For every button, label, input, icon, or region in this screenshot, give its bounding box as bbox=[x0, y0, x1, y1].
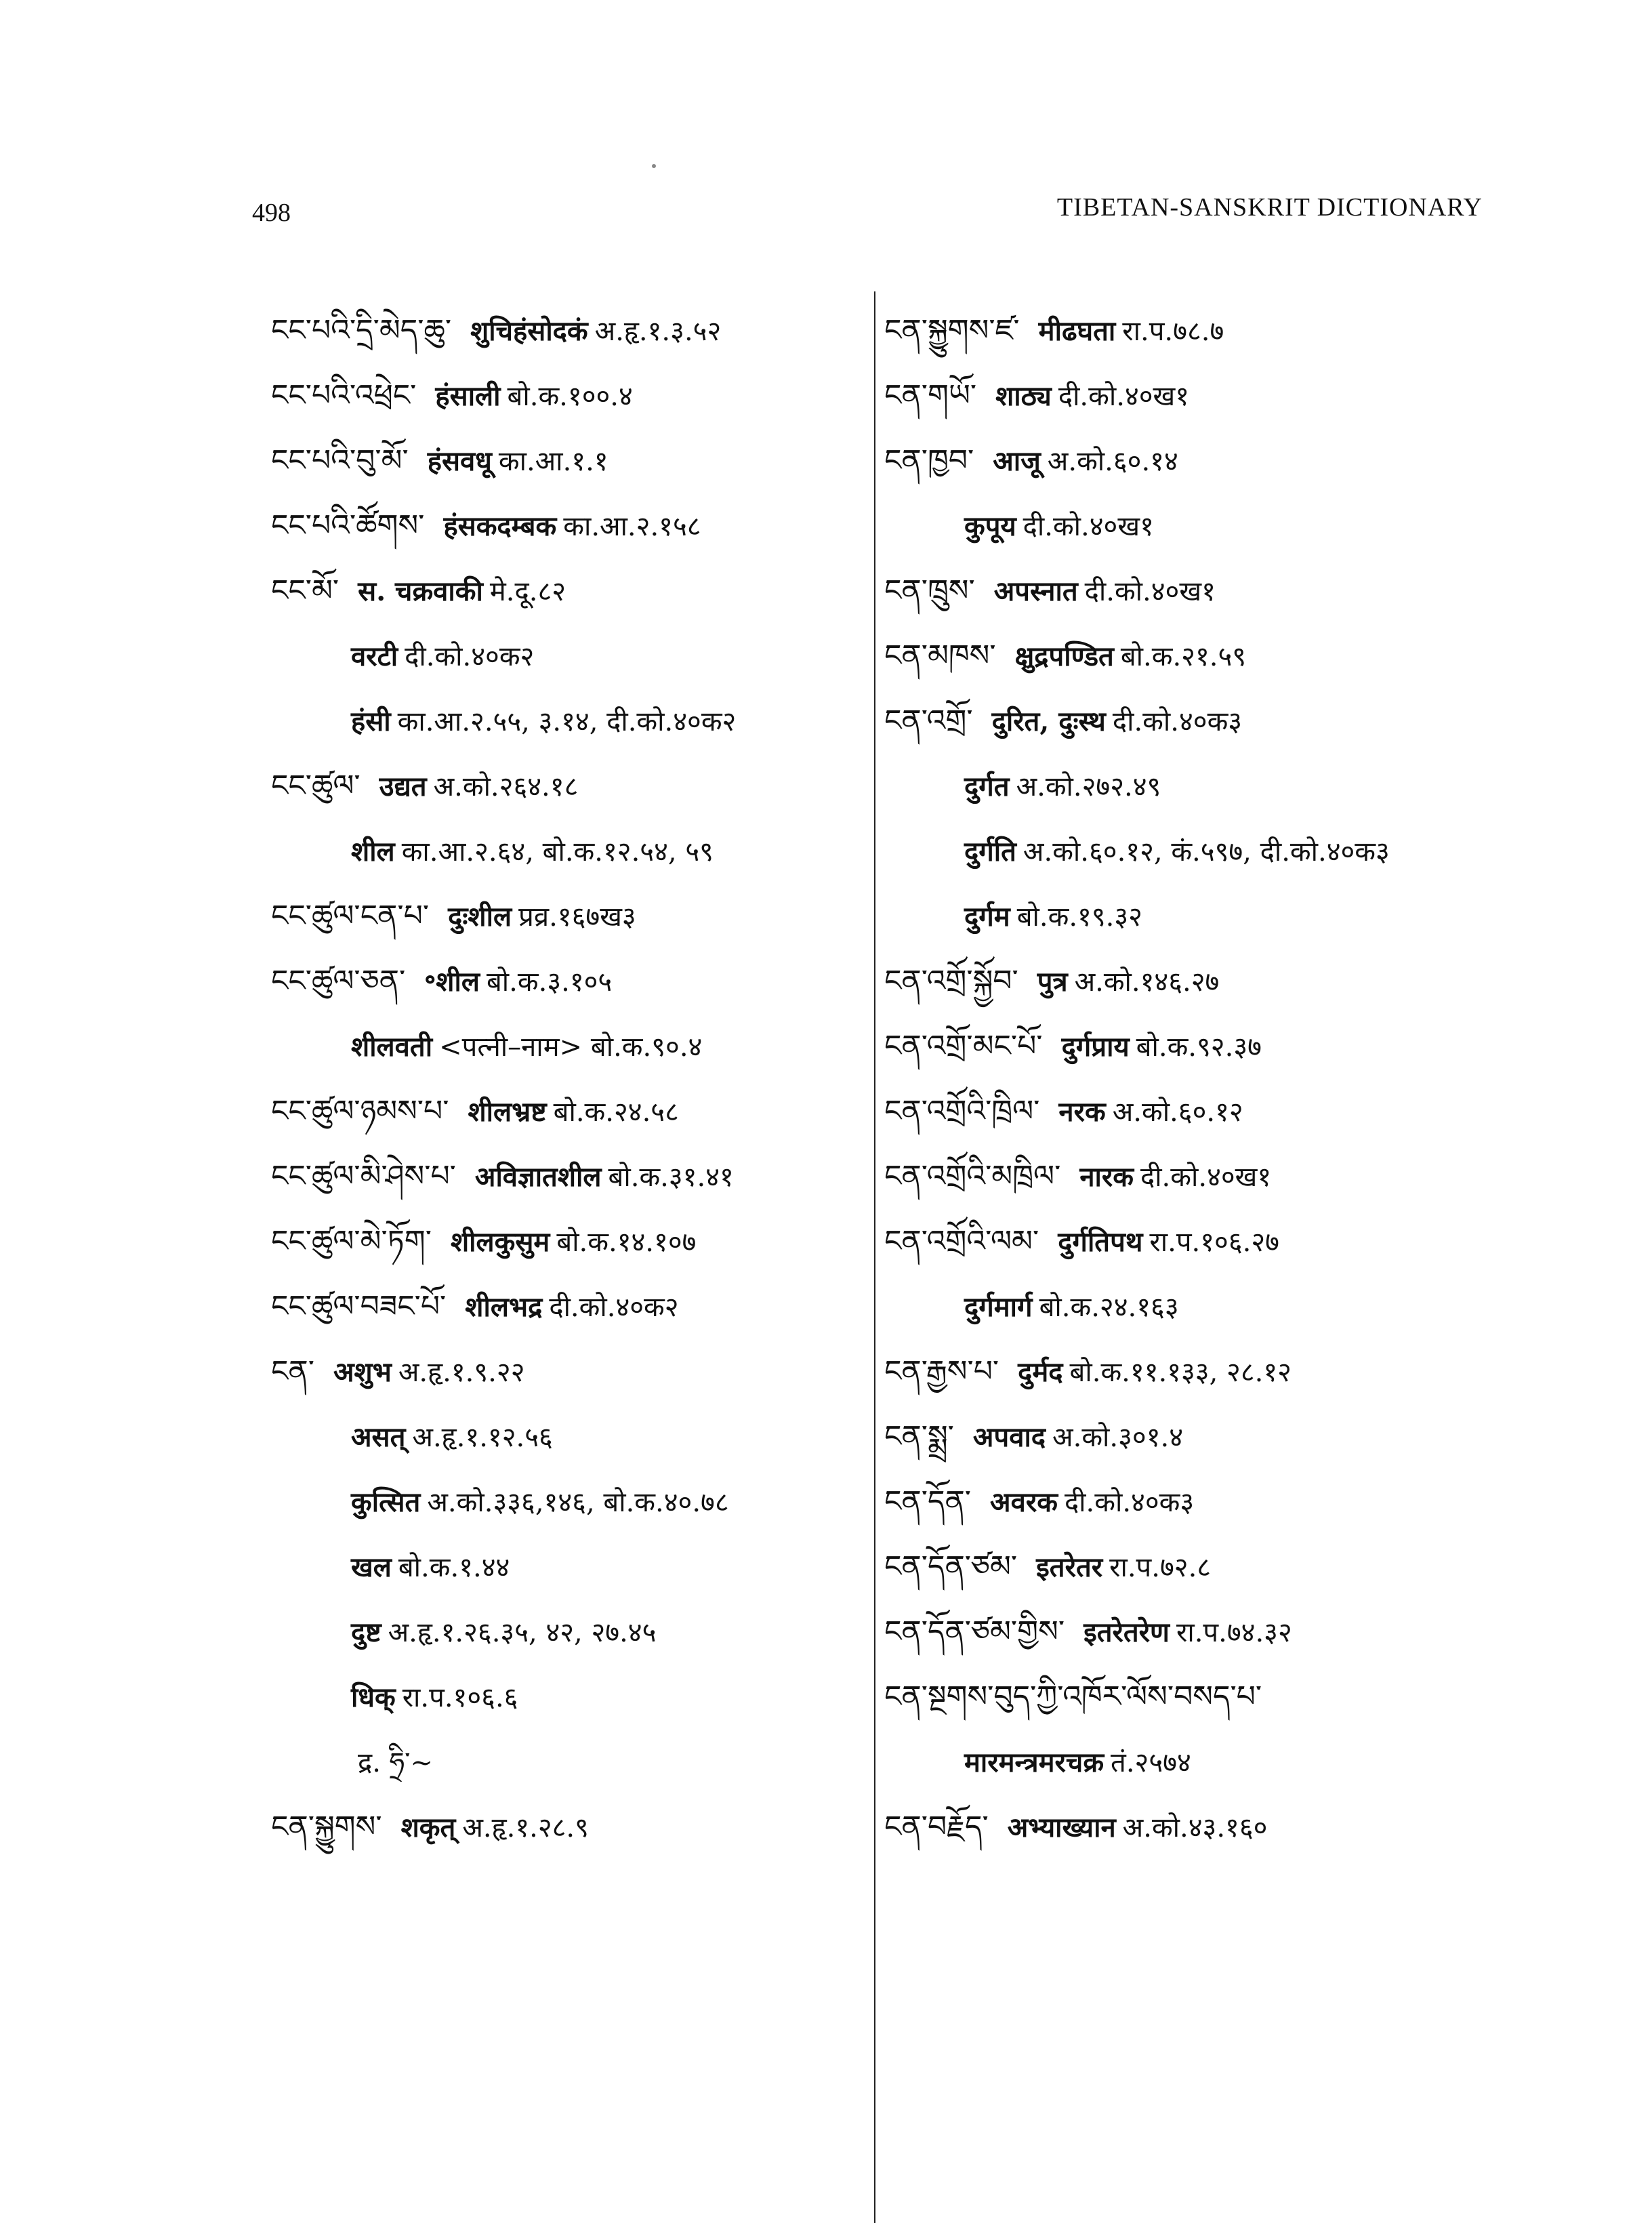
sanskrit-term: मारमन्त्रमरचक्र bbox=[964, 1747, 1104, 1778]
sanskrit-term: शाठ्य bbox=[995, 380, 1052, 412]
source-reference: अ.को.६०.१४ bbox=[1047, 446, 1178, 477]
sanskrit-term: वरटी bbox=[351, 640, 398, 672]
dictionary-subentry bbox=[884, 493, 1481, 558]
sanskrit-term: दुर्गप्राय bbox=[1061, 1031, 1130, 1063]
sanskrit-term: दुर्गति bbox=[964, 836, 1016, 868]
dictionary-entry bbox=[884, 1144, 1481, 1209]
source-reference: अ.को.३०१.४ bbox=[1052, 1422, 1184, 1453]
source-reference: रा.प.७२.८ bbox=[1109, 1552, 1212, 1583]
tibetan-headword: ངན་མཁས་ bbox=[884, 638, 996, 673]
source-reference: दी.को.४०क३ bbox=[1112, 706, 1243, 737]
sanskrit-term: इतरेतरेण bbox=[1083, 1616, 1170, 1648]
sanskrit-term: दुर्गमार्ग bbox=[964, 1291, 1033, 1323]
sanskrit-term: शीलवती bbox=[351, 1031, 433, 1063]
sanskrit-term: असत् bbox=[351, 1421, 406, 1453]
tibetan-headword: ངན་འགྲོའི་ལམ་ bbox=[884, 1224, 1039, 1259]
tibetan-headword: ངན་དོན་ bbox=[884, 1484, 972, 1519]
dictionary-entry bbox=[271, 754, 867, 819]
sanskrit-term: स. चक्रवाकी bbox=[358, 575, 483, 607]
source-reference: बो.क.१९.३२ bbox=[1016, 901, 1142, 933]
tibetan-headword: ངན་འགྲོ་མང་པོ་ bbox=[884, 1029, 1043, 1063]
tibetan-headword: ངན་རྒྱས་པ་ bbox=[884, 1354, 999, 1389]
source-reference: अ.को.६०.१२, कं.५९७, दी.को.४०क३ bbox=[1023, 836, 1390, 868]
dictionary-subentry bbox=[271, 624, 867, 689]
tibetan-headword: ངང་མོ་ bbox=[271, 573, 339, 608]
scan-speck bbox=[652, 164, 656, 168]
dictionary-entry bbox=[271, 1274, 867, 1339]
dictionary-subentry bbox=[271, 1665, 867, 1730]
sanskrit-term: दुःशील bbox=[448, 901, 512, 933]
dictionary-entry bbox=[884, 1795, 1481, 1860]
sanskrit-term: अवरक bbox=[990, 1486, 1058, 1518]
source-reference: बो.क.१००.४ bbox=[507, 381, 633, 412]
sanskrit-term: शीलभद्र bbox=[465, 1291, 543, 1323]
source-reference: बो.क.११.१३३, २८.१२ bbox=[1069, 1357, 1292, 1388]
source-reference: अ.हृ.१.३.५२ bbox=[594, 316, 722, 347]
tibetan-headword: ངན་གཡོ་ bbox=[884, 378, 977, 413]
dictionary-entry bbox=[884, 1014, 1481, 1079]
dictionary-subentry bbox=[271, 1730, 867, 1795]
sanskrit-term: कुत्सित bbox=[351, 1486, 421, 1518]
sanskrit-term: मीढघता bbox=[1038, 315, 1116, 347]
tibetan-headword: ངང་ཚུལ་ཉམས་པ་ bbox=[271, 1094, 449, 1128]
dictionary-entry bbox=[884, 298, 1481, 363]
source-reference: अ.को.१४६.२७ bbox=[1074, 966, 1220, 998]
tibetan-headword: ངང་ཚུལ་བཟང་པོ་ bbox=[271, 1289, 447, 1324]
source-reference: तं.२५७४ bbox=[1111, 1747, 1191, 1778]
source-reference: बो.क.२४.१६३ bbox=[1039, 1292, 1179, 1323]
source-reference: अ.हृ.१.९.२२ bbox=[398, 1357, 525, 1388]
sanskrit-term: शीलभ्रष्ट bbox=[468, 1096, 547, 1128]
source-reference: रा.प.१०६.६ bbox=[402, 1682, 518, 1713]
sanskrit-term: हंसकदम्बक bbox=[443, 510, 557, 542]
source-reference: बो.क.१.४४ bbox=[398, 1552, 510, 1583]
sanskrit-term: आजू bbox=[993, 445, 1041, 477]
sanskrit-term: दुर्मद bbox=[1018, 1356, 1063, 1388]
tibetan-headword: ངན་སྐྱུགས་ bbox=[271, 1810, 382, 1844]
sanskrit-term: अशुभ bbox=[333, 1356, 392, 1388]
tibetan-headword: ངང་པའི་འཕྲེང་ bbox=[271, 378, 417, 413]
tibetan-headword: ངན་འགྲོ་སྐྱོབ་ bbox=[884, 964, 1018, 998]
tibetan-headword: ངང་པའི་དྲི་མེད་ཆུ་ bbox=[271, 313, 452, 348]
dictionary-subentry bbox=[271, 819, 867, 884]
sanskrit-term: शकृत् bbox=[400, 1812, 456, 1843]
running-head: TIBETAN-SANSKRIT DICTIONARY bbox=[1056, 193, 1483, 222]
page-number: 498 bbox=[252, 199, 291, 227]
sanskrit-term: क्षुद्रपण्डित bbox=[1014, 640, 1114, 672]
source-reference: मे.दू.८२ bbox=[489, 576, 566, 607]
dictionary-entry bbox=[884, 624, 1481, 689]
tibetan-headword: ངན་འགྲོ་ bbox=[884, 703, 973, 738]
tibetan-headword: ངན་ bbox=[271, 1354, 314, 1389]
dictionary-entry bbox=[271, 1795, 867, 1860]
sanskrit-term: कुपूय bbox=[964, 510, 1016, 542]
dictionary-entry bbox=[884, 1534, 1481, 1599]
dictionary-entry bbox=[884, 1599, 1481, 1665]
sanskrit-term: दुर्गतिपथ bbox=[1058, 1226, 1143, 1258]
dictionary-subentry bbox=[884, 819, 1481, 884]
tibetan-headword: ངན་འགྲོའི་མཁྲིལ་ bbox=[884, 1159, 1061, 1194]
tibetan-headword: ངན་དོན་ཙམ་གྱིས་ bbox=[884, 1614, 1065, 1649]
source-reference: <पत्नी–नाम> बो.क.९०.४ bbox=[439, 1032, 703, 1063]
sanskrit-term: धिक् bbox=[351, 1681, 396, 1713]
sanskrit-term: अविज्ञातशील bbox=[474, 1161, 602, 1193]
source-reference: दी.को.४०क२ bbox=[405, 641, 535, 672]
source-reference: अ.को.४३.१६० bbox=[1122, 1812, 1268, 1843]
tibetan-headword: ངང་ཚུལ་ bbox=[271, 769, 360, 803]
dictionary-entry bbox=[884, 949, 1481, 1014]
tibetan-headword: ངན་སྔགས་བུད་ཀྱི་འཁོར་ལོས་བསད་པ་ bbox=[884, 1679, 1262, 1714]
dictionary-subentry bbox=[271, 1014, 867, 1079]
dictionary-entry bbox=[884, 689, 1481, 754]
source-reference: रा.प.७४.३२ bbox=[1176, 1617, 1292, 1648]
dictionary-entry bbox=[271, 1209, 867, 1274]
source-reference: बो.क.३.१०५ bbox=[486, 966, 613, 998]
sanskrit-term: अपवाद bbox=[972, 1421, 1046, 1453]
right-column bbox=[884, 298, 1481, 1860]
sanskrit-term: उद्यत bbox=[379, 771, 427, 802]
source-reference: का.आ.२.१५८ bbox=[563, 511, 701, 542]
source-reference: बो.क.२४.५८ bbox=[553, 1097, 679, 1128]
sanskrit-term: दुर्गत bbox=[964, 771, 1010, 802]
source-reference: बो.क.३१.४१ bbox=[608, 1162, 734, 1193]
source-reference: दी.को.४०ख१ bbox=[1084, 576, 1216, 607]
tibetan-headword: ངང་ཚུལ་ཅན་ bbox=[271, 964, 406, 998]
tibetan-headword: ངང་ཚུལ་མེ་ཏོག་ bbox=[271, 1224, 432, 1259]
dictionary-subentry bbox=[271, 1534, 867, 1599]
dictionary-entry bbox=[884, 558, 1481, 624]
dictionary-entry bbox=[271, 298, 867, 363]
sanskrit-term: हंसाली bbox=[435, 380, 501, 412]
source-reference: बो.क.१४.१०७ bbox=[556, 1227, 697, 1258]
sanskrit-term: शील bbox=[351, 836, 395, 868]
sanskrit-term: ॰शील bbox=[424, 966, 480, 998]
tibetan-headword: ངན་ཁྲུས་ bbox=[884, 573, 975, 608]
source-reference: दी.को.४०ख१ bbox=[1023, 511, 1154, 542]
sanskrit-term: शुचिहंसोदकं bbox=[470, 315, 588, 347]
dictionary-entry bbox=[271, 949, 867, 1014]
sanskrit-term: हंसवधू bbox=[427, 445, 492, 477]
source-reference: का.आ.१.१ bbox=[498, 446, 608, 477]
dictionary-entry bbox=[271, 428, 867, 493]
tibetan-headword: ངན་ཁྱབ་ bbox=[884, 443, 974, 478]
dictionary-entry bbox=[884, 1469, 1481, 1534]
dictionary-subentry bbox=[884, 1730, 1481, 1795]
sanskrit-term: दुर्गम bbox=[964, 901, 1010, 933]
dictionary-entry bbox=[884, 1209, 1481, 1274]
dictionary-entry bbox=[271, 884, 867, 949]
dictionary-subentry bbox=[884, 884, 1481, 949]
sanskrit-term: हंसी bbox=[351, 706, 391, 737]
dictionary-subentry bbox=[271, 1404, 867, 1469]
dictionary-subentry bbox=[271, 1599, 867, 1665]
dictionary-entry bbox=[271, 493, 867, 558]
tibetan-headword: ངང་ཚུལ་ངན་པ་ bbox=[271, 899, 430, 933]
dictionary-entry bbox=[884, 363, 1481, 428]
source-reference: दी.को.४०ख१ bbox=[1140, 1162, 1272, 1193]
sanskrit-term: खल bbox=[351, 1551, 392, 1583]
source-reference: रा.प.१०६.२७ bbox=[1149, 1227, 1279, 1258]
tibetan-headword: ངན་དོན་ཙམ་ bbox=[884, 1549, 1018, 1584]
source-reference: अ.को.२६४.१८ bbox=[433, 771, 579, 802]
source-reference: दी.को.४०क२ bbox=[549, 1292, 679, 1323]
dictionary-entry bbox=[884, 1665, 1481, 1730]
source-reference: बो.क.२१.५९ bbox=[1120, 641, 1247, 672]
tibetan-headword: ངང་པའི་ཚོགས་ bbox=[271, 508, 425, 543]
tibetan-headword: ངན་བརྗོད་ bbox=[884, 1810, 989, 1844]
dictionary-entry bbox=[884, 428, 1481, 493]
tibetan-headword: ངང་པའི་བུ་མོ་ bbox=[271, 443, 409, 478]
source-reference: बो.क.९२.३७ bbox=[1136, 1032, 1262, 1063]
dictionary-entry bbox=[271, 1079, 867, 1144]
left-column bbox=[271, 298, 867, 1860]
dictionary-entry bbox=[884, 1404, 1481, 1469]
source-reference: दी.को.४०ख१ bbox=[1058, 381, 1190, 412]
tibetan-headword: ངང་ཚུལ་མི་ཤེས་པ་ bbox=[271, 1159, 456, 1194]
sanskrit-term: नरक bbox=[1058, 1096, 1106, 1128]
source-reference: अ.हृ.१.२६.३५, ४२, २७.४५ bbox=[388, 1617, 657, 1648]
source-reference: दी.को.४०क३ bbox=[1064, 1487, 1195, 1518]
sanskrit-term: पुत्र bbox=[1037, 966, 1068, 998]
source-reference: अ.को.६०.१२ bbox=[1112, 1097, 1243, 1128]
dictionary-subentry bbox=[271, 1469, 867, 1534]
source-reference: अ.हृ.१.१२.५६ bbox=[412, 1422, 553, 1453]
dictionary-entry bbox=[884, 1339, 1481, 1404]
tibetan-headword: ངན་སྐྱུགས་ཛ་ bbox=[884, 313, 1020, 348]
source-reference: रा.प.७८.७ bbox=[1122, 316, 1224, 347]
source-reference: का.आ.२.६४, बो.क.१२.५४, ५९ bbox=[401, 836, 714, 868]
sanskrit-term: अपस्नात bbox=[993, 575, 1078, 607]
dictionary-entry bbox=[271, 363, 867, 428]
dictionary-subentry bbox=[884, 1274, 1481, 1339]
dictionary-entry bbox=[271, 558, 867, 624]
tibetan-headword: ངན་འགྲོའི་ཁྲིལ་ bbox=[884, 1094, 1040, 1128]
sanskrit-term: दुरित, दुःस्थ bbox=[991, 706, 1106, 737]
dictionary-subentry bbox=[271, 689, 867, 754]
source-reference: अ.को.३३६,१४६, बो.क.४०.७८ bbox=[427, 1487, 729, 1518]
sanskrit-term: दुष्ट bbox=[351, 1616, 381, 1648]
dictionary-entry bbox=[271, 1144, 867, 1209]
dictionary-entry bbox=[271, 1339, 867, 1404]
source-reference: द्र. ཧྲི་~ bbox=[358, 1747, 434, 1778]
sanskrit-term: नारक bbox=[1079, 1161, 1134, 1193]
source-reference: अ.हृ.१.२८.९ bbox=[462, 1812, 589, 1843]
source-reference: प्रव्र.१६७ख३ bbox=[518, 901, 636, 933]
sanskrit-term: अभ्याख्यान bbox=[1007, 1812, 1116, 1843]
sanskrit-term: शीलकुसुम bbox=[450, 1226, 550, 1258]
sanskrit-term: इतरेतर bbox=[1036, 1551, 1103, 1583]
source-reference: अ.को.२७२.४९ bbox=[1016, 771, 1161, 802]
dictionary-subentry bbox=[884, 754, 1481, 819]
tibetan-headword: ངན་སྨྲ་ bbox=[884, 1419, 954, 1454]
source-reference: का.आ.२.५५, ३.१४, दी.को.४०क२ bbox=[397, 706, 737, 737]
column-divider bbox=[874, 291, 875, 2223]
dictionary-entry bbox=[884, 1079, 1481, 1144]
